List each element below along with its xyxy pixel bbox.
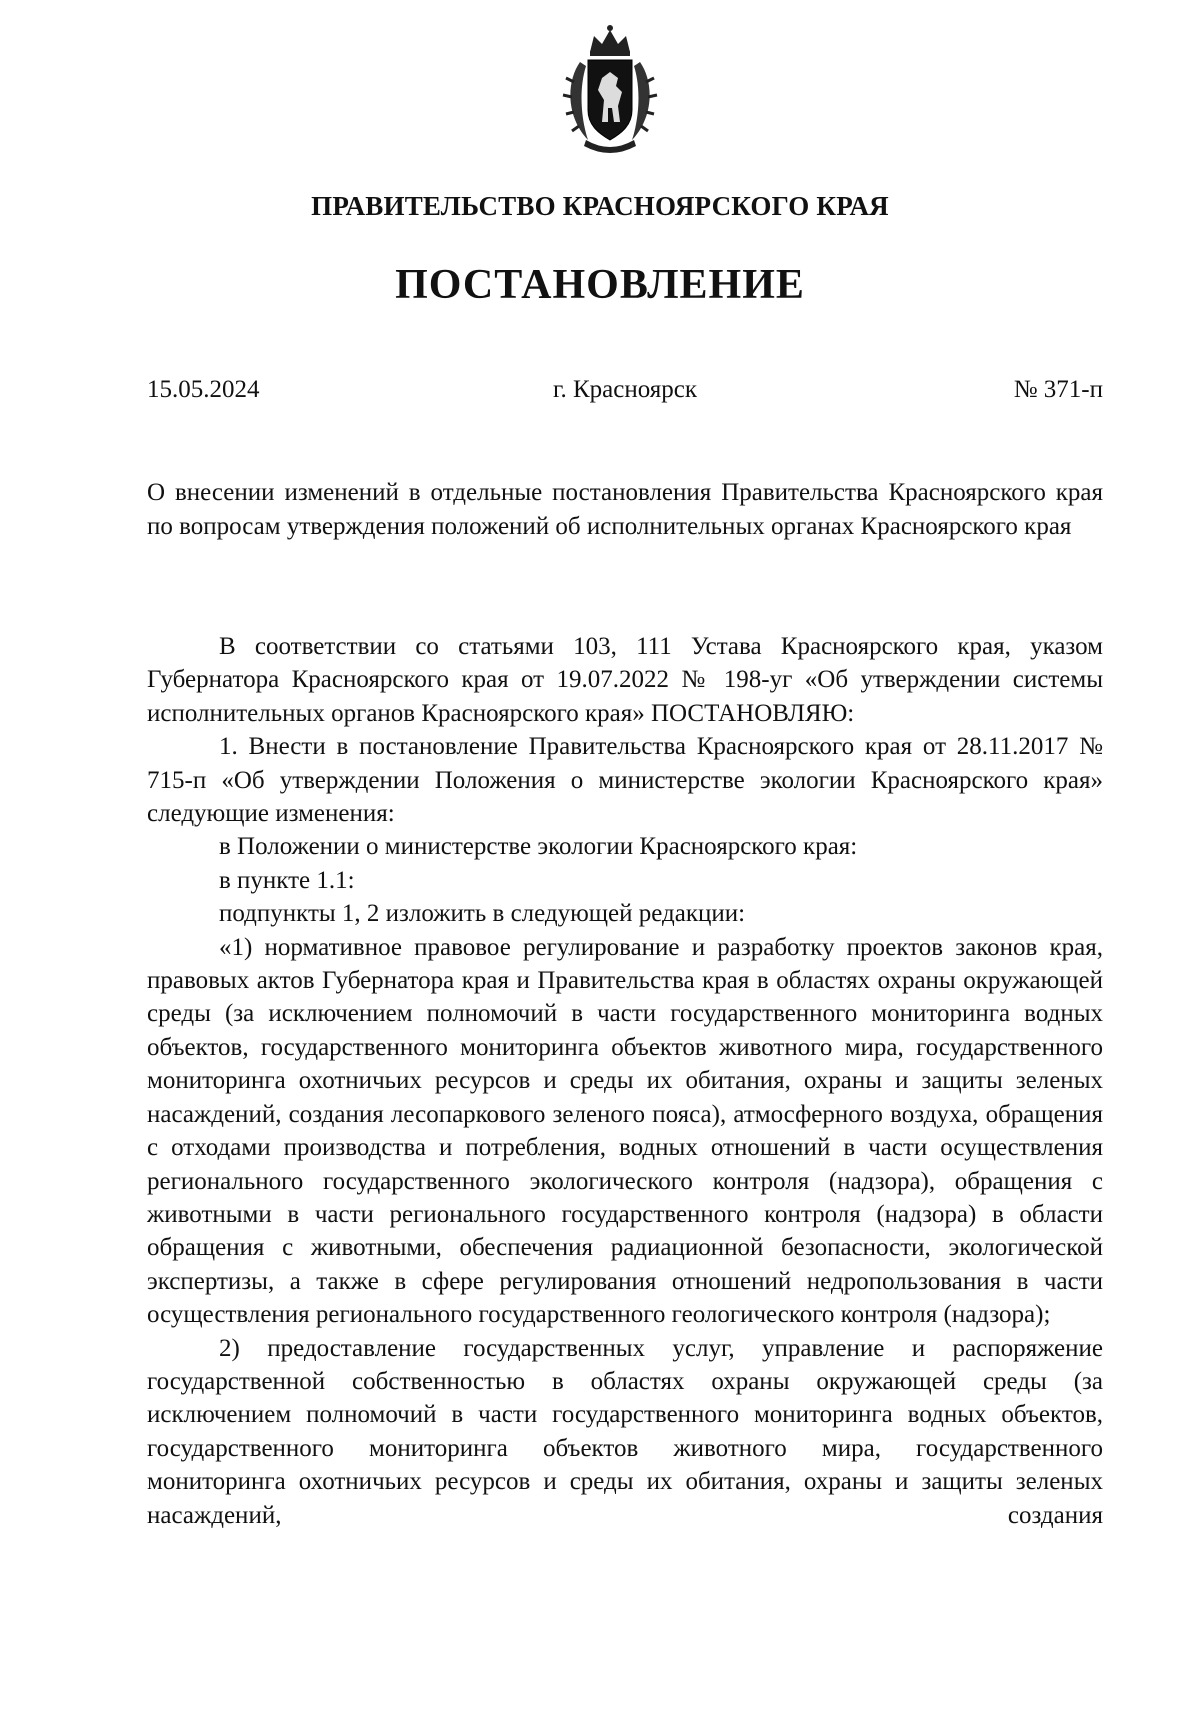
document-meta-row: [147, 372, 1103, 408]
organization-title: ПРАВИТЕЛЬСТВО КРАСНОЯРСКОГО КРАЯ: [311, 191, 889, 221]
body-paragraph: подпункты 1, 2 изложить в следующей редакции:: [219, 900, 746, 928]
document-subject: О внесении изменений в отдельные постановления Правительства Красноярского края по вопросам утверждения положений об исполнительных органах Красноярского края: [147, 479, 1103, 540]
document-number: № 371-п: [1013, 376, 1103, 403]
document-city: г. Красноярск: [553, 376, 697, 403]
body-paragraph: 1. Внести в постановление Правительства Красноярского края от 28.11.2017 № 715-п «Об утверждении Положения о министерстве экологии Красноярского края» следующие изменения:: [147, 733, 1103, 828]
body-paragraph: «1) нормативное правовое регулирование и разработку проектов законов края, правовых актов Губернатора края и Правительства края в областях охраны окружающей среды (за исключением полномочий в части государственного мониторинга водных объектов, государственного мониторинга объектов животного мира, государственного мониторинга охотничьих ресурсов и среды их обитания, охраны и защиты зеленых насаждений, создания лесопаркового зеленого пояса), атмосферного воздуха, обращения с отходами производства и потребления, водных отношений в части осуществления регионального государственного экологического контроля (надзора), обращения с животными в части регионального государственного контроля (надзора) в области обращения с животными, обеспечения радиационной безопасности, экологической экспертизы, а также в сфере регулирования отношений недропользования в части осуществления регионального государственного геологического контроля (надзора);: [147, 933, 1103, 1329]
document-type-title: ПОСТАНОВЛЕНИЕ: [395, 262, 805, 308]
document-date: 15.05.2024: [147, 376, 260, 403]
document-body: [147, 630, 1103, 1532]
body-paragraph: в пункте 1.1:: [219, 866, 355, 894]
body-paragraph: В соответствии со статьями 103, 111 Устава Красноярского края, указом Губернатора Красноярского края от 19.07.2022 № 198-уг «Об утверждении системы исполнительных органов Красноярского края» ПОСТАНОВЛЯЮ:: [147, 633, 1103, 727]
coat-of-arms-icon: [560, 22, 660, 157]
body-paragraph: 2) предоставление государственных услуг, управление и распоряжение государственной собственностью в областях охраны окружающей среды (за исключением полномочий в части государственного мониторинга водных объектов, государственного мониторинга объектов животного мира, государственного мониторинга охотничьих ресурсов и среды их обитания, охраны и защиты зеленых насаждений, создания: [147, 1334, 1103, 1529]
body-paragraph: в Положении о министерстве экологии Красноярского края:: [219, 833, 858, 861]
